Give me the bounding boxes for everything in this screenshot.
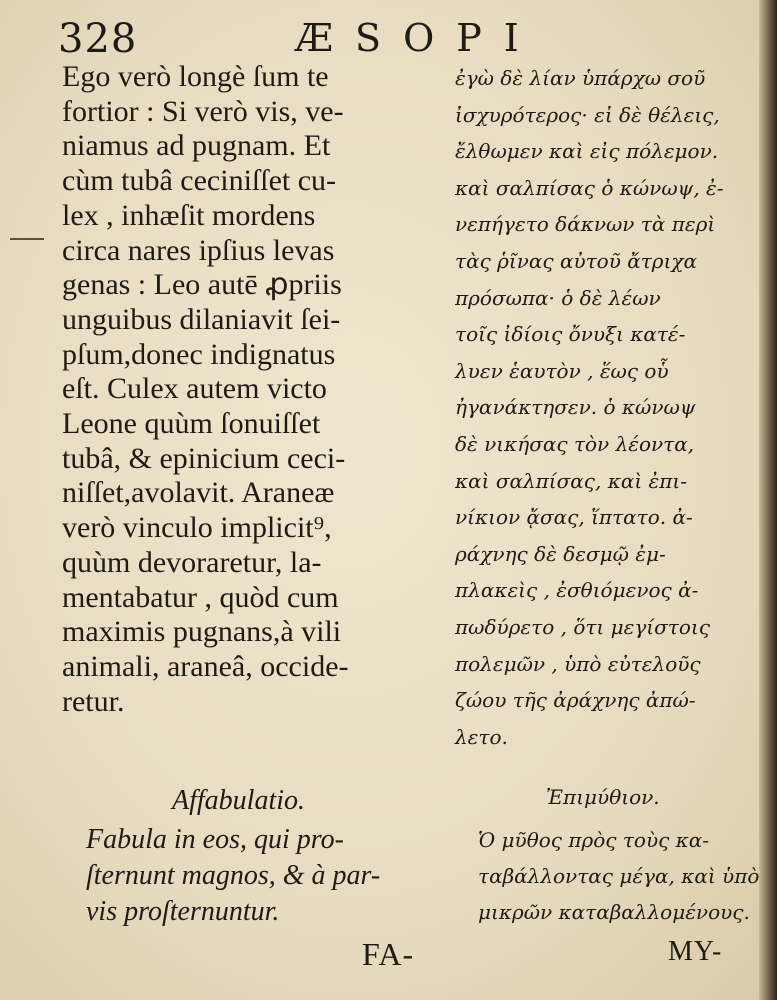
latin-line: tubâ, & epinicium ceci- <box>62 441 346 475</box>
greek-line: λετο. <box>455 724 508 749</box>
latin-line: niamus ad pugnam. Et <box>62 129 331 163</box>
greek-line: ἠγανάκτησεν. ὁ κώνωψ <box>455 395 696 420</box>
latin-line: cùm tubâ ceciniſſet cu- <box>62 164 337 198</box>
greek-line: λυεν ἑαυτὸν , ἕως οὗ <box>455 358 669 383</box>
greek-line: νίκιον ᾄσας, ἵπτατο. ἀ- <box>455 505 693 530</box>
greek-catchword: MY- <box>668 936 723 967</box>
greek-line: πρόσωπα· ὁ δὲ λέων <box>455 285 661 310</box>
latin-line: eſt. Culex autem victo <box>62 372 327 406</box>
latin-line: verò vinculo implicit⁹, <box>62 511 332 545</box>
running-title: ÆSOPI <box>295 16 541 60</box>
greek-column <box>455 60 755 755</box>
latin-moral-heading: Affabulatio. <box>172 785 305 816</box>
latin-moral-line: vis proſternuntur. <box>86 896 280 927</box>
latin-catchword: FA- <box>362 936 415 972</box>
greek-moral-heading: Ἐπιμύθιον. <box>546 785 660 809</box>
latin-line: pſum,donec indignatus <box>62 337 336 371</box>
margin-mark <box>10 238 44 240</box>
greek-line: πολεμῶν , ὑπὸ εὐτελοῦς <box>455 651 701 676</box>
greek-line: ζώου τῆς ἀράχνης ἀπώ- <box>455 688 696 713</box>
latin-line: animali, araneâ, occide- <box>62 649 349 683</box>
latin-line: genas : Leo autē ꝓpriis <box>62 268 342 302</box>
greek-moral <box>478 822 768 930</box>
latin-line: Leone quùm ſonuiſſet <box>62 407 321 441</box>
page-header <box>40 10 737 60</box>
greek-line: δὲ νικήσας τὸν λέοντα, <box>455 431 695 456</box>
latin-line: niſſet,avolavit. Araneæ <box>62 476 335 510</box>
latin-line: quùm devoraretur, la- <box>62 545 322 579</box>
greek-line: πλακεὶς , ἐσθιόμενος ἀ- <box>455 578 699 603</box>
greek-line: πωδύρετο , ὅτι μεγίστοις <box>455 614 710 639</box>
greek-line: τὰς ῥῖνας αὐτοῦ ἄτριχα <box>455 248 698 273</box>
greek-line: ἐγὼ δὲ λίαν ὑπάρχω σοῦ <box>455 66 706 90</box>
latin-moral-line: ſternunt magnos, & à par- <box>86 860 381 891</box>
latin-line: fortior : Si verò vis, ve- <box>62 94 344 128</box>
greek-line: καὶ σαλπίσας ὁ κώνωψ, ἐ- <box>455 175 724 200</box>
greek-line: ἰσχυρότερος· εἰ δὲ θέλεις, <box>455 102 720 127</box>
greek-line: ράχνης δὲ δεσμῷ ἐμ- <box>455 541 666 566</box>
greek-line: νεπήγετο δάκνων τὰ περὶ <box>455 212 716 237</box>
latin-line: Ego verò longè ſum te <box>62 60 329 93</box>
greek-moral-line: μικρῶν καταβαλλομένους. <box>478 900 750 924</box>
latin-line: mentabatur , quòd cum <box>62 580 339 614</box>
latin-line: lex , inhæſit mordens <box>62 198 316 232</box>
latin-line: unguibus dilaniavit ſei- <box>62 302 341 336</box>
greek-moral-line: ταβάλλοντας μέγα, καὶ ὑπὸ <box>478 864 760 888</box>
latin-column <box>62 60 432 719</box>
latin-moral <box>86 822 436 930</box>
greek-line: τοῖς ἰδίοις ὄνυξι κατέ- <box>455 322 686 347</box>
greek-line: ἔλθωμεν καὶ εἰς πόλεμον. <box>455 139 719 164</box>
latin-line: maximis pugnans,à vili <box>62 615 342 649</box>
greek-moral-line: Ὁ μῦθος πρὸς τοὺς κα- <box>478 828 710 852</box>
latin-moral-line: Fabula in eos, qui pro- <box>86 824 344 855</box>
greek-line: καὶ σαλπίσας, καὶ ἐπι- <box>455 468 688 493</box>
page-number: 328 <box>58 16 138 62</box>
latin-line: circa nares ipſius levas <box>62 233 335 267</box>
latin-line: retur. <box>62 684 125 718</box>
